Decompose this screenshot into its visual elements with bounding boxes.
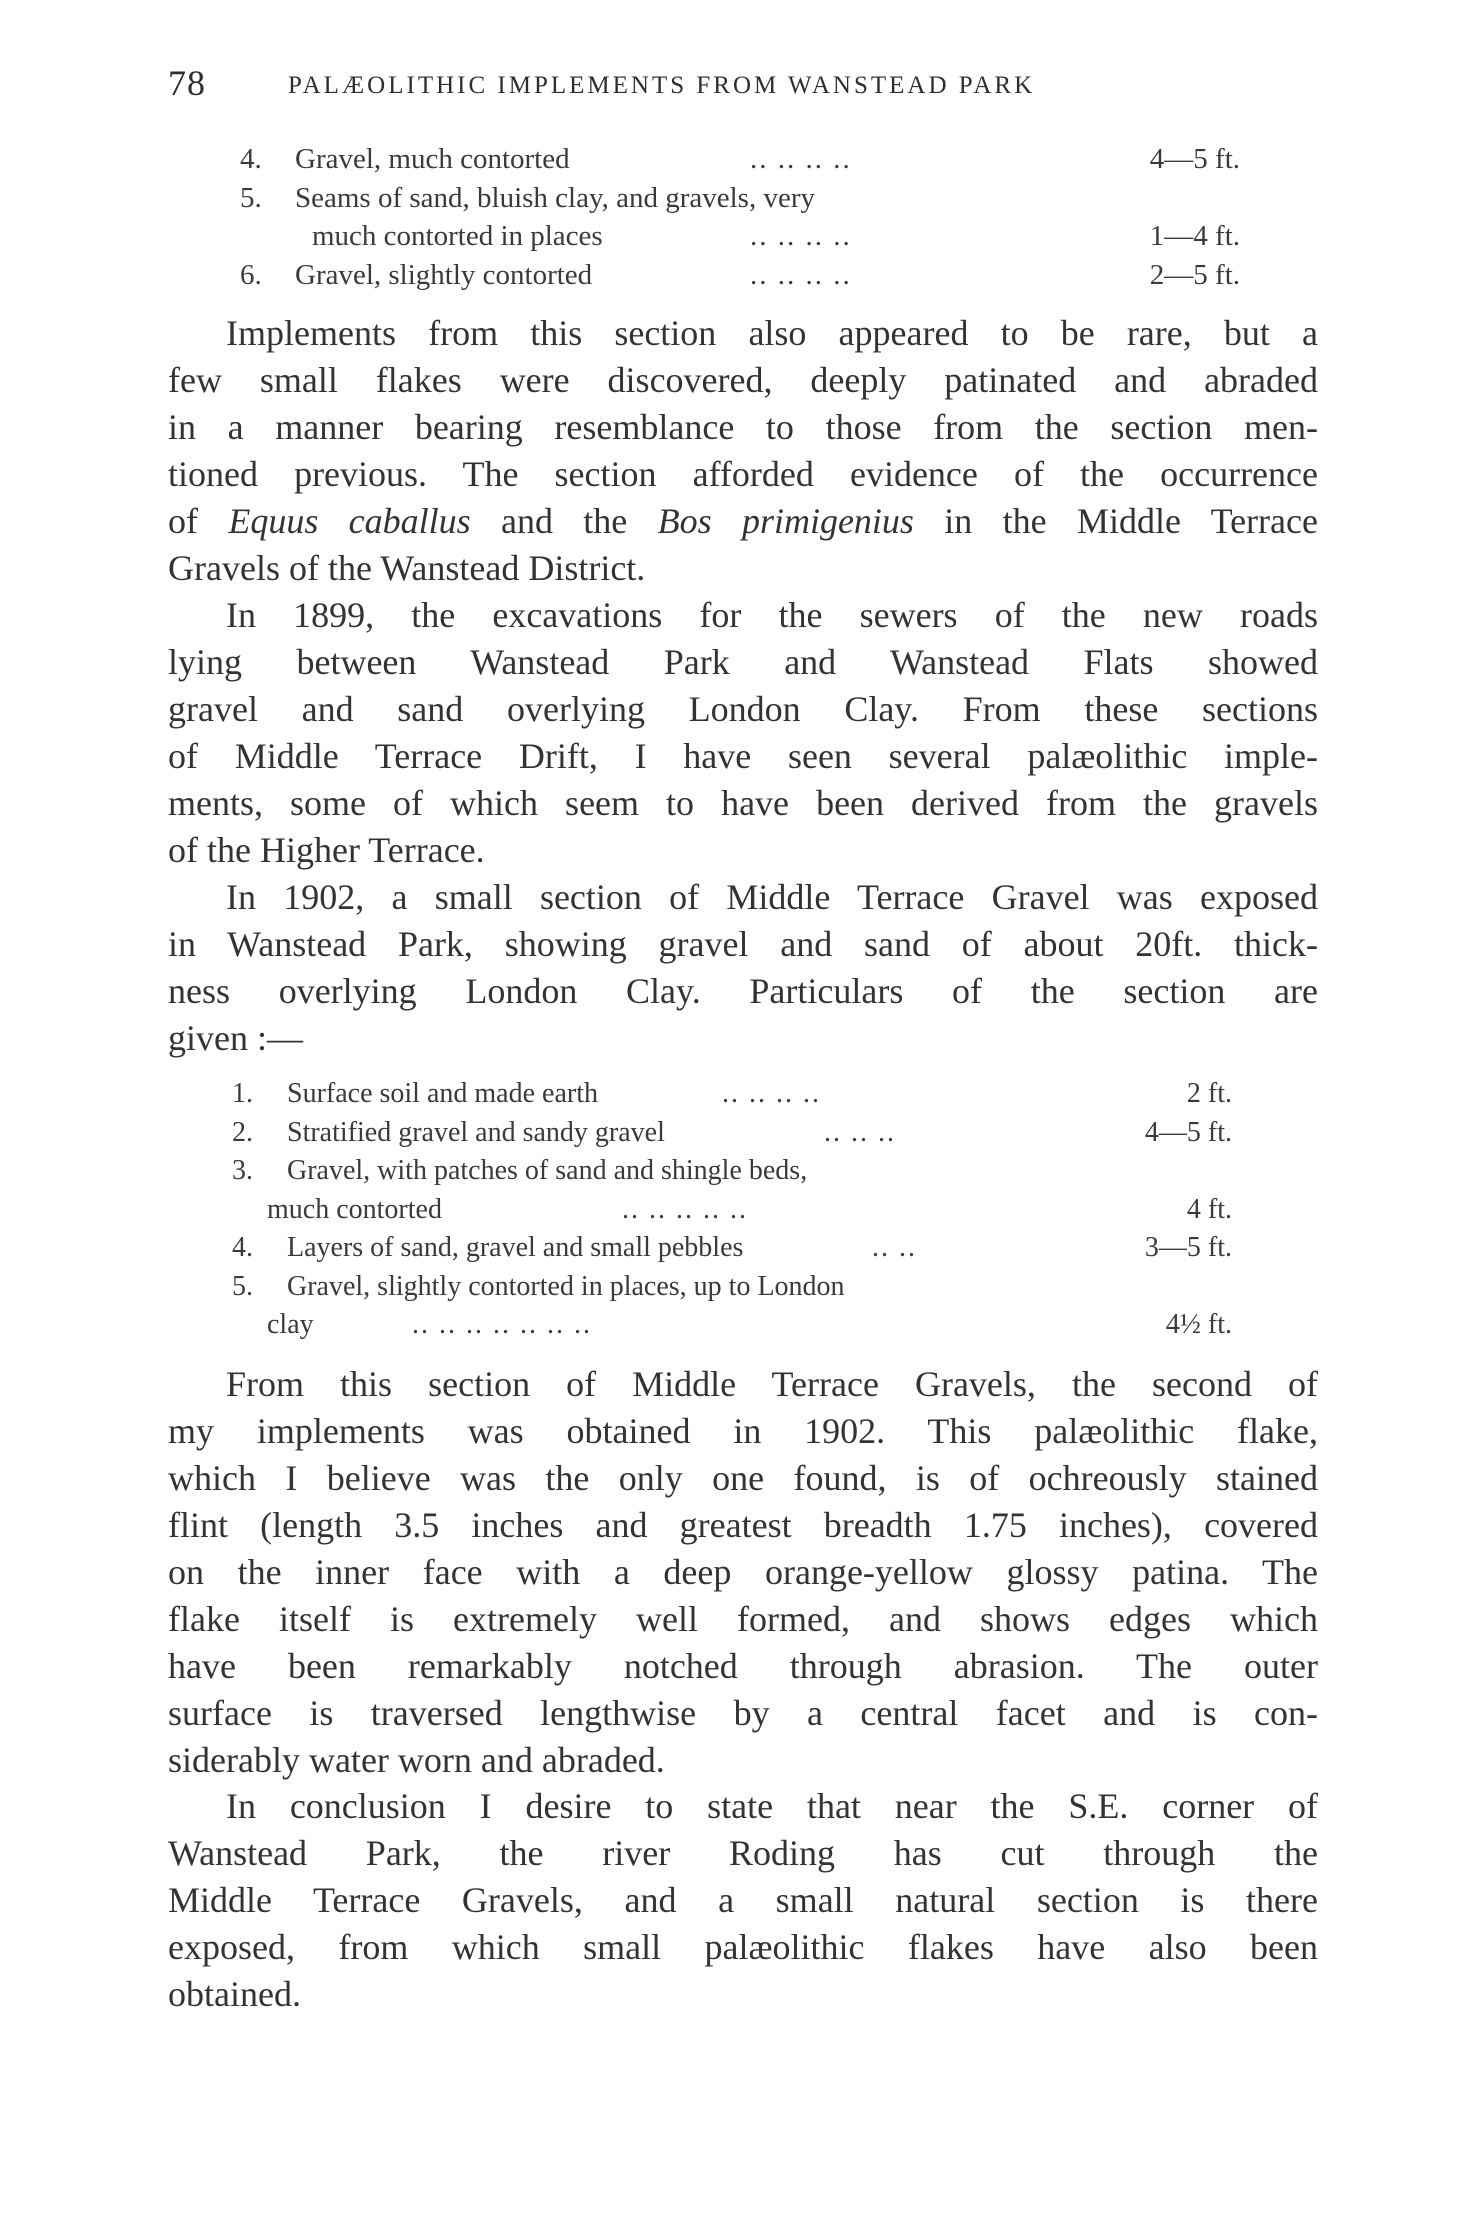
stratum-item: 3. Gravel, with patches of sand and shingle beds, xyxy=(232,1155,808,1186)
species-line: of Equus caballus and the Bos primigenius in the Middle Terrace xyxy=(168,501,1318,541)
section-list-continued xyxy=(240,140,1240,294)
page-number: 78 xyxy=(168,63,206,103)
stratum-item-continuation: much contorted .. .. .. .. .. 4 ft. xyxy=(267,1193,1232,1225)
section-list-1902 xyxy=(232,1075,1232,1345)
stratum-item: 2. Stratified gravel and sandy gravel .. .. .. 4—5 ft. xyxy=(232,1116,1232,1148)
stratum-item: 1. Surface soil and made earth .. .. .. .. 2 ft. xyxy=(232,1078,1232,1109)
paragraph-5: In conclusion I desire to state that near the S.E. corner of Wanstead Park, the river Roding has cut through the Middle Terrace Gravels, and a small natural section is there exposed, from which small palæolithic flakes have also been obtained. xyxy=(168,1786,1318,2014)
paragraph-4: From this section of Middle Terrace Gravels, the second of my implements was obtained in 1902. This palæolithic flake, which I believe was the only one found, is of ochreously stained flint (length 3.5 inches and greatest breadth 1.75 inches), covered on the inner face with a deep orange-yellow glossy patina. The flake itself is extremely well formed, and shows edges which have been remarkably notched through abrasion. The outer surface is traversed lengthwise by a central facet and is con- siderably water worn and abraded. xyxy=(168,1364,1318,1780)
running-head xyxy=(168,62,1228,108)
species-name: Bos primigenius xyxy=(657,501,914,541)
running-title: PALÆOLITHIC IMPLEMENTS FROM WANSTEAD PARK xyxy=(288,72,1036,99)
paragraph-2: In 1899, the excavations for the sewers of the new roads lying between Wanstead Park and Wanstead Flats showed gravel and sand overlying London Clay. From these sections of Middle Terrace Drift, I have seen several palæolithic imple- ments, some of which seem to have been derived from the gravels of the Higher Terrace. xyxy=(168,595,1318,870)
stratum-item-continuation: clay .. .. .. .. .. .. .. 4½ ft. xyxy=(267,1309,1232,1340)
stratum-item-continuation: much contorted in places .. .. .. .. 1—4 ft. xyxy=(312,220,1240,252)
stratum-item: 4. Gravel, much contorted .. .. .. .. 4—5 ft. xyxy=(240,143,1240,175)
paragraph-3: In 1902, a small section of Middle Terrace Gravel was exposed in Wanstead Park, showing gravel and sand of about 20ft. thick- ness overlying London Clay. Particulars of the section are given :— xyxy=(168,877,1318,1058)
paragraph-1: Implements from this section also appeared to be rare, but a few small flakes were discovered, deeply patinated and abraded in a manner bearing resemblance to those from the section men- tioned previous. The section afforded evidence of the occurrence of Equus caballus and the Bos primigenius in the Middle Terrace Gravels of the Wanstead District. xyxy=(168,313,1318,588)
stratum-item: 6. Gravel, slightly contorted .. .. .. .. 2—5 ft. xyxy=(240,258,1240,291)
stratum-item: 5. Gravel, slightly contorted in places, up to London xyxy=(232,1270,845,1302)
stratum-item: 5. Seams of sand, bluish clay, and gravels, very xyxy=(240,181,815,214)
stratum-item: 4. Layers of sand, gravel and small pebbles .. .. 3—5 ft. xyxy=(232,1232,1232,1263)
species-name: Equus caballus xyxy=(228,501,471,541)
